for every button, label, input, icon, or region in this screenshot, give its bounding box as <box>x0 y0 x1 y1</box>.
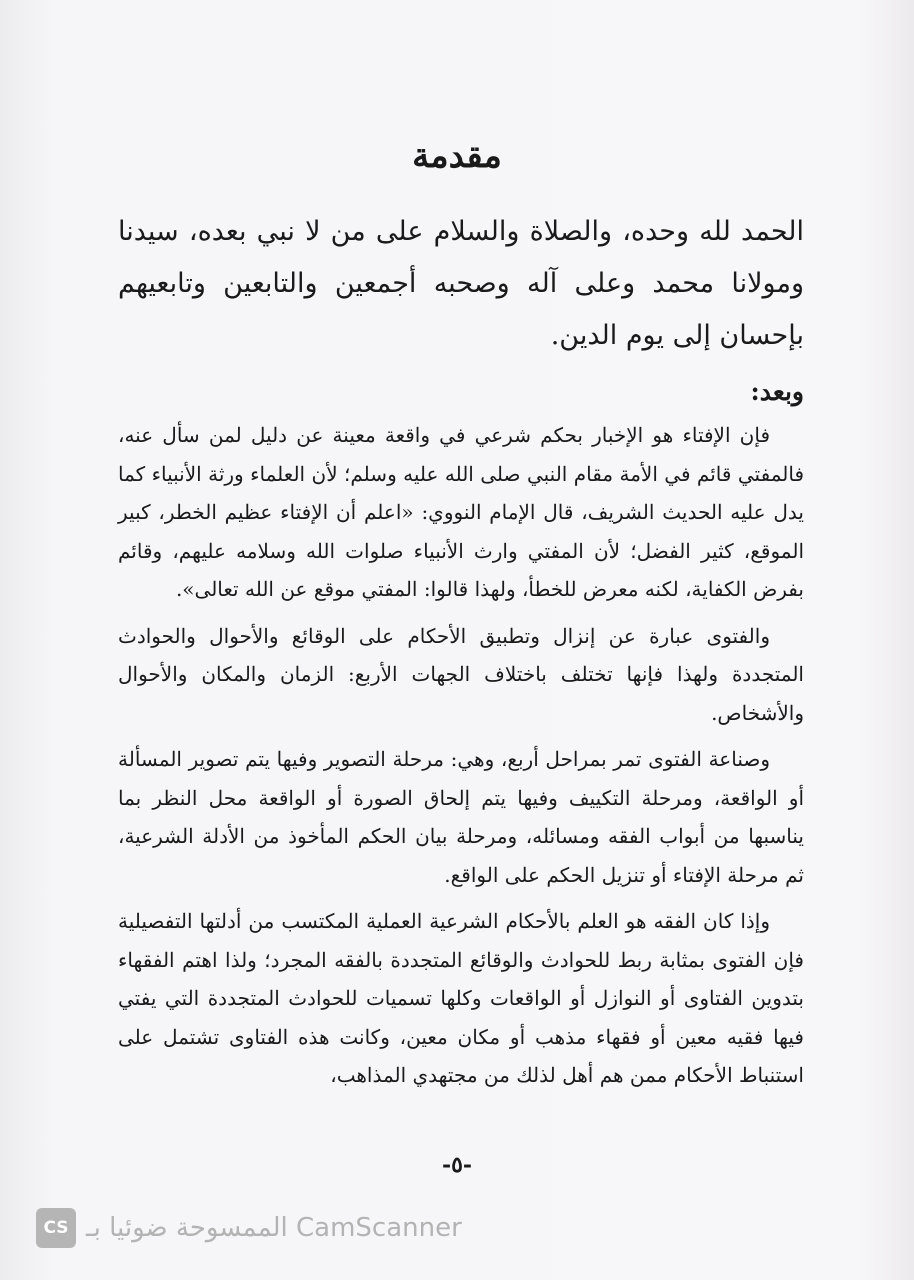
opening-paragraph: الحمد لله وحده، والصلاة والسلام على من لا نبي بعده، سيدنا ومولانا محمد وعلى آله وصحبه أجمعين والتابعين وتابعيهم بإحسان إلى يوم الدين. <box>118 216 804 351</box>
camscanner-watermark <box>36 1208 462 1248</box>
camscanner-logo-icon: CS <box>36 1208 76 1248</box>
paragraph-fiqh: وإذا كان الفقه هو العلم بالأحكام الشرعية العملية المكتسب من أدلتها التفصيلية فإن الفتوى بمثابة ربط للحوادث والوقائع المتجددة بالفقه المجرد؛ ولذا اهتم الفقهاء بتدوين الفتاوى أو النوازل أو الواقعات وكلها تسميات للحوادث المتجددة التي يفتي فيها فقيه معين أو فقهاء مذهب أو مكان معين، وكانت هذه الفتاوى تشتمل على استنباط الأحكام ممن هم أهل لذلك من مجتهدي المذاهب، <box>118 909 804 1087</box>
section-lead: وبعد: <box>750 377 804 406</box>
paragraph-ifta: فإن الإفتاء هو الإخبار بحكم شرعي في واقعة معينة عن دليل لمن سأل عنه، فالمفتي قائم في الأمة مقام النبي صلى الله عليه وسلم؛ لأن العلماء ورثة الأنبياء كما يدل عليه الحديث الشريف، قال الإمام النووي: «اعلم أن الإفتاء عظيم الخطر، كبير الموقع، كثير الفضل؛ لأن المفتي وارث الأنبياء صلوات الله وسلامه عليهم، وقائم بفرض الكفاية، لكنه معرض للخطأ، ولهذا قالوا: المفتي موقع عن الله تعالى». <box>118 423 804 601</box>
paragraph-stages: وصناعة الفتوى تمر بمراحل أربع، وهي: مرحلة التصوير وفيها يتم تصوير المسألة أو الواقعة، ومرحلة التكييف وفيها يتم إلحاق الصورة أو الواقعة محل النظر بما يناسبها من أبواب الفقه ومسائله، ومرحلة بيان الحكم المأخوذ من الأدلة الشرعية، ثم مرحلة الإفتاء أو تنزيل الحكم على الواقع. <box>118 747 804 887</box>
page-number: -٥- <box>441 1152 473 1178</box>
paragraph-fatwa: والفتوى عبارة عن إنزال وتطبيق الأحكام على الوقائع والأحوال والحوادث المتجددة ولهذا فإنها تختلف باختلاف الجهات الأربع: الزمان والمكان والأحوال والأشخاص. <box>118 623 804 725</box>
page-title: مقدمة <box>412 136 502 176</box>
body-text <box>118 206 804 1095</box>
watermark-text: الممسوحة ضوئيا بـ CamScanner <box>86 1213 462 1243</box>
